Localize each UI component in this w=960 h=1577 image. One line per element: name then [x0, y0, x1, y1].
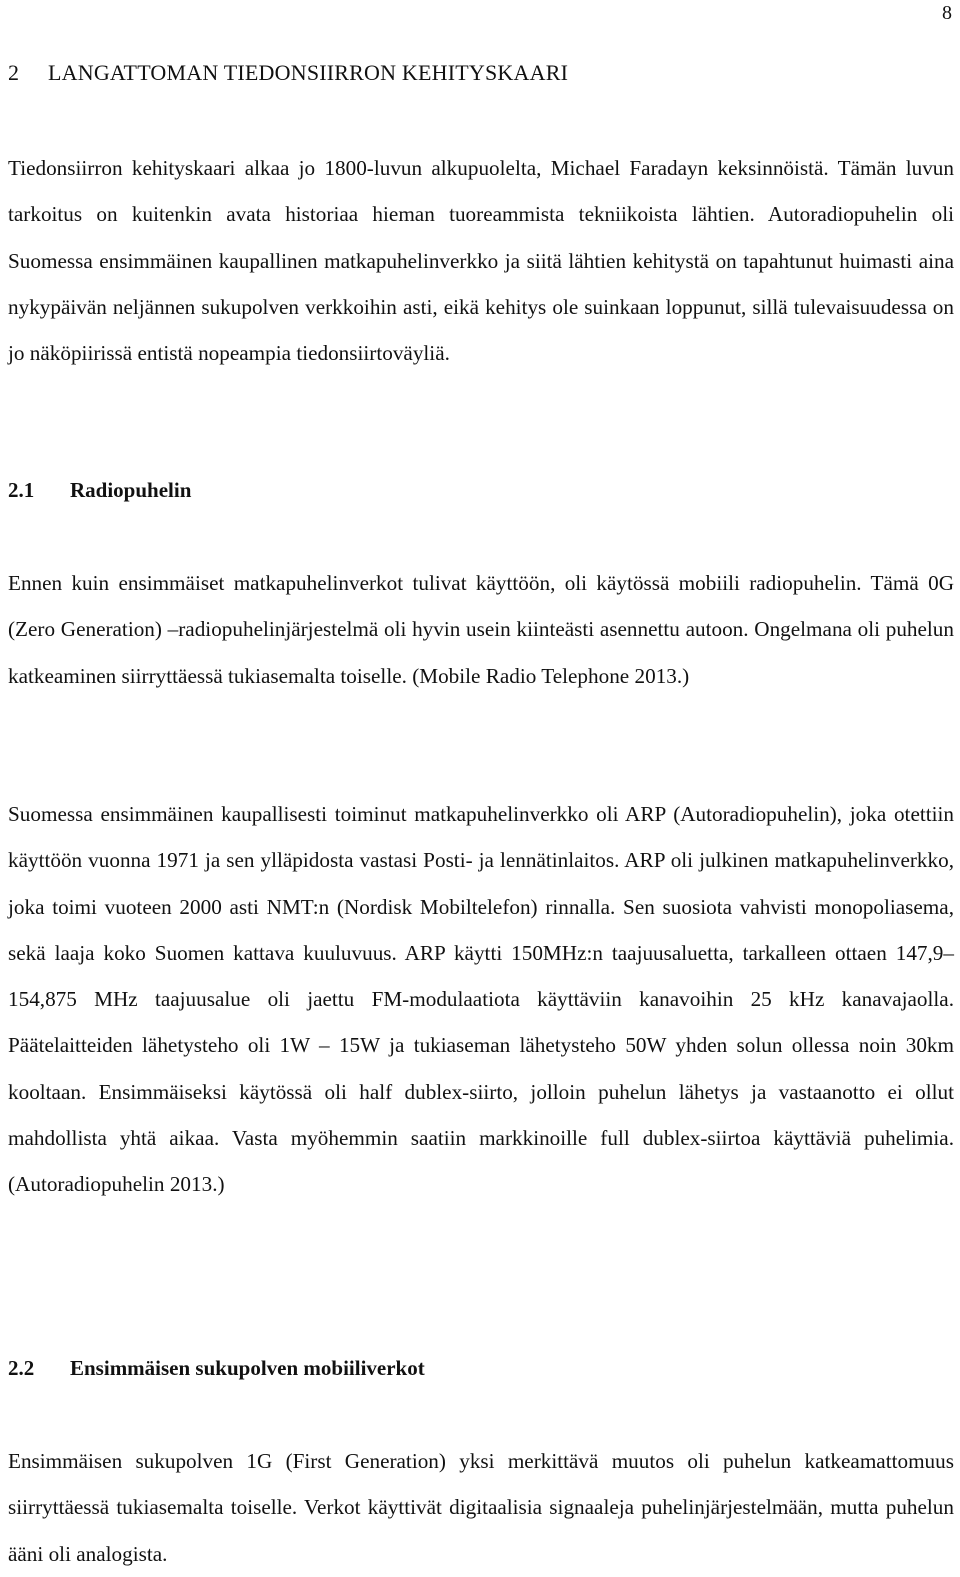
paragraph-radiopuhelin: Ennen kuin ensimmäiset matkapuhelinverkot tulivat käyttöön, oli käytössä mobiili radiopuhelin. Tämä 0G (Zero Generation) –radiopuhelinjärjestelmä oli hyvin usein kiinteästi asennettu autoon. Ongelmana oli puhelun katkeaminen siirryttäessä tukiasemalta toiselle. (Mobile Radio Telephone 2013.)	[8, 571, 954, 688]
paragraph-arp: Suomessa ensimmäinen kaupallisesti toiminut matkapuhelinverkko oli ARP (Autoradiopuhelin), joka otettiin käyttöön vuonna 1971 ja sen ylläpidosta vastasi Posti- ja lennätinlaitos. ARP oli julkinen matkapuhelinverkko, joka toimi vuoteen 2000 asti NMT:n (Nordisk Mobiltelefon) rinnalla. Sen suosiota vahvisti monopoliasema, sekä laaja koko Suomen kattava kuuluvuus. ARP käytti 150MHz:n taajuusaluetta, tarkalleen ottaen 147,9–154,875 MHz taajuusalue oli jaettu FM-modulaatiota käyttäviin kanavoihin 25 kHz kanavajaolla. Päätelaitteiden lähetysteho oli 1W – 15W ja tukiaseman lähetysteho 50W yhden solun ollessa noin 30km kooltaan. Ensimmäiseksi käytössä oli half dublex-siirto, jolloin puhelun lähetys ja vastaanotto ei ollut mahdollista yhtä aikaa. Vasta myöhemmin saatiin markkinoille full dublex-siirtoa käyttäviä puhelimia. (Autoradiopuhelin 2013.)	[8, 802, 954, 1197]
section-title: Ensimmäisen sukupolven mobiiliverkot	[70, 1356, 425, 1380]
paragraph-first-generation: Ensimmäisen sukupolven 1G (First Generation) yksi merkittävä muutos oli puhelun katkeamattomuus siirryttäessä tukiasemalta toiselle. Verkot käyttivät digitaalisia signaaleja puhelinjärjestelmään, mutta puhelun ääni oli analogista.	[8, 1449, 954, 1566]
page-number: 8	[942, 2, 952, 24]
section-number: 2.2	[8, 1356, 35, 1380]
section-heading-2-2	[8, 1356, 425, 1381]
section-title: Radiopuhelin	[70, 478, 192, 502]
section-number: 2.1	[8, 478, 35, 502]
chapter-number: 2	[8, 60, 20, 85]
intro-paragraph: Tiedonsiirron kehityskaari alkaa jo 1800-luvun alkupuolelta, Michael Faradayn keksinnöistä. Tämän luvun tarkoitus on kuitenkin avata historiaa hieman tuoreammista tekniikoista lähtien. Autoradiopuhelin oli Suomessa ensimmäinen kaupallinen matkapuhelinverkko ja siitä lähtien kehitystä on tapahtunut huimasti aina nykypäivän neljännen sukupolven verkkoihin asti, eikä kehitys ole suinkaan loppunut, sillä tulevaisuudessa on jo näköpiirissä entistä nopeampia tiedonsiirtoväyliä.	[8, 156, 954, 366]
chapter-title: LANGATTOMAN TIEDONSIIRRON KEHITYSKAARI	[48, 60, 569, 85]
chapter-heading	[8, 60, 568, 86]
section-heading-2-1	[8, 478, 191, 503]
